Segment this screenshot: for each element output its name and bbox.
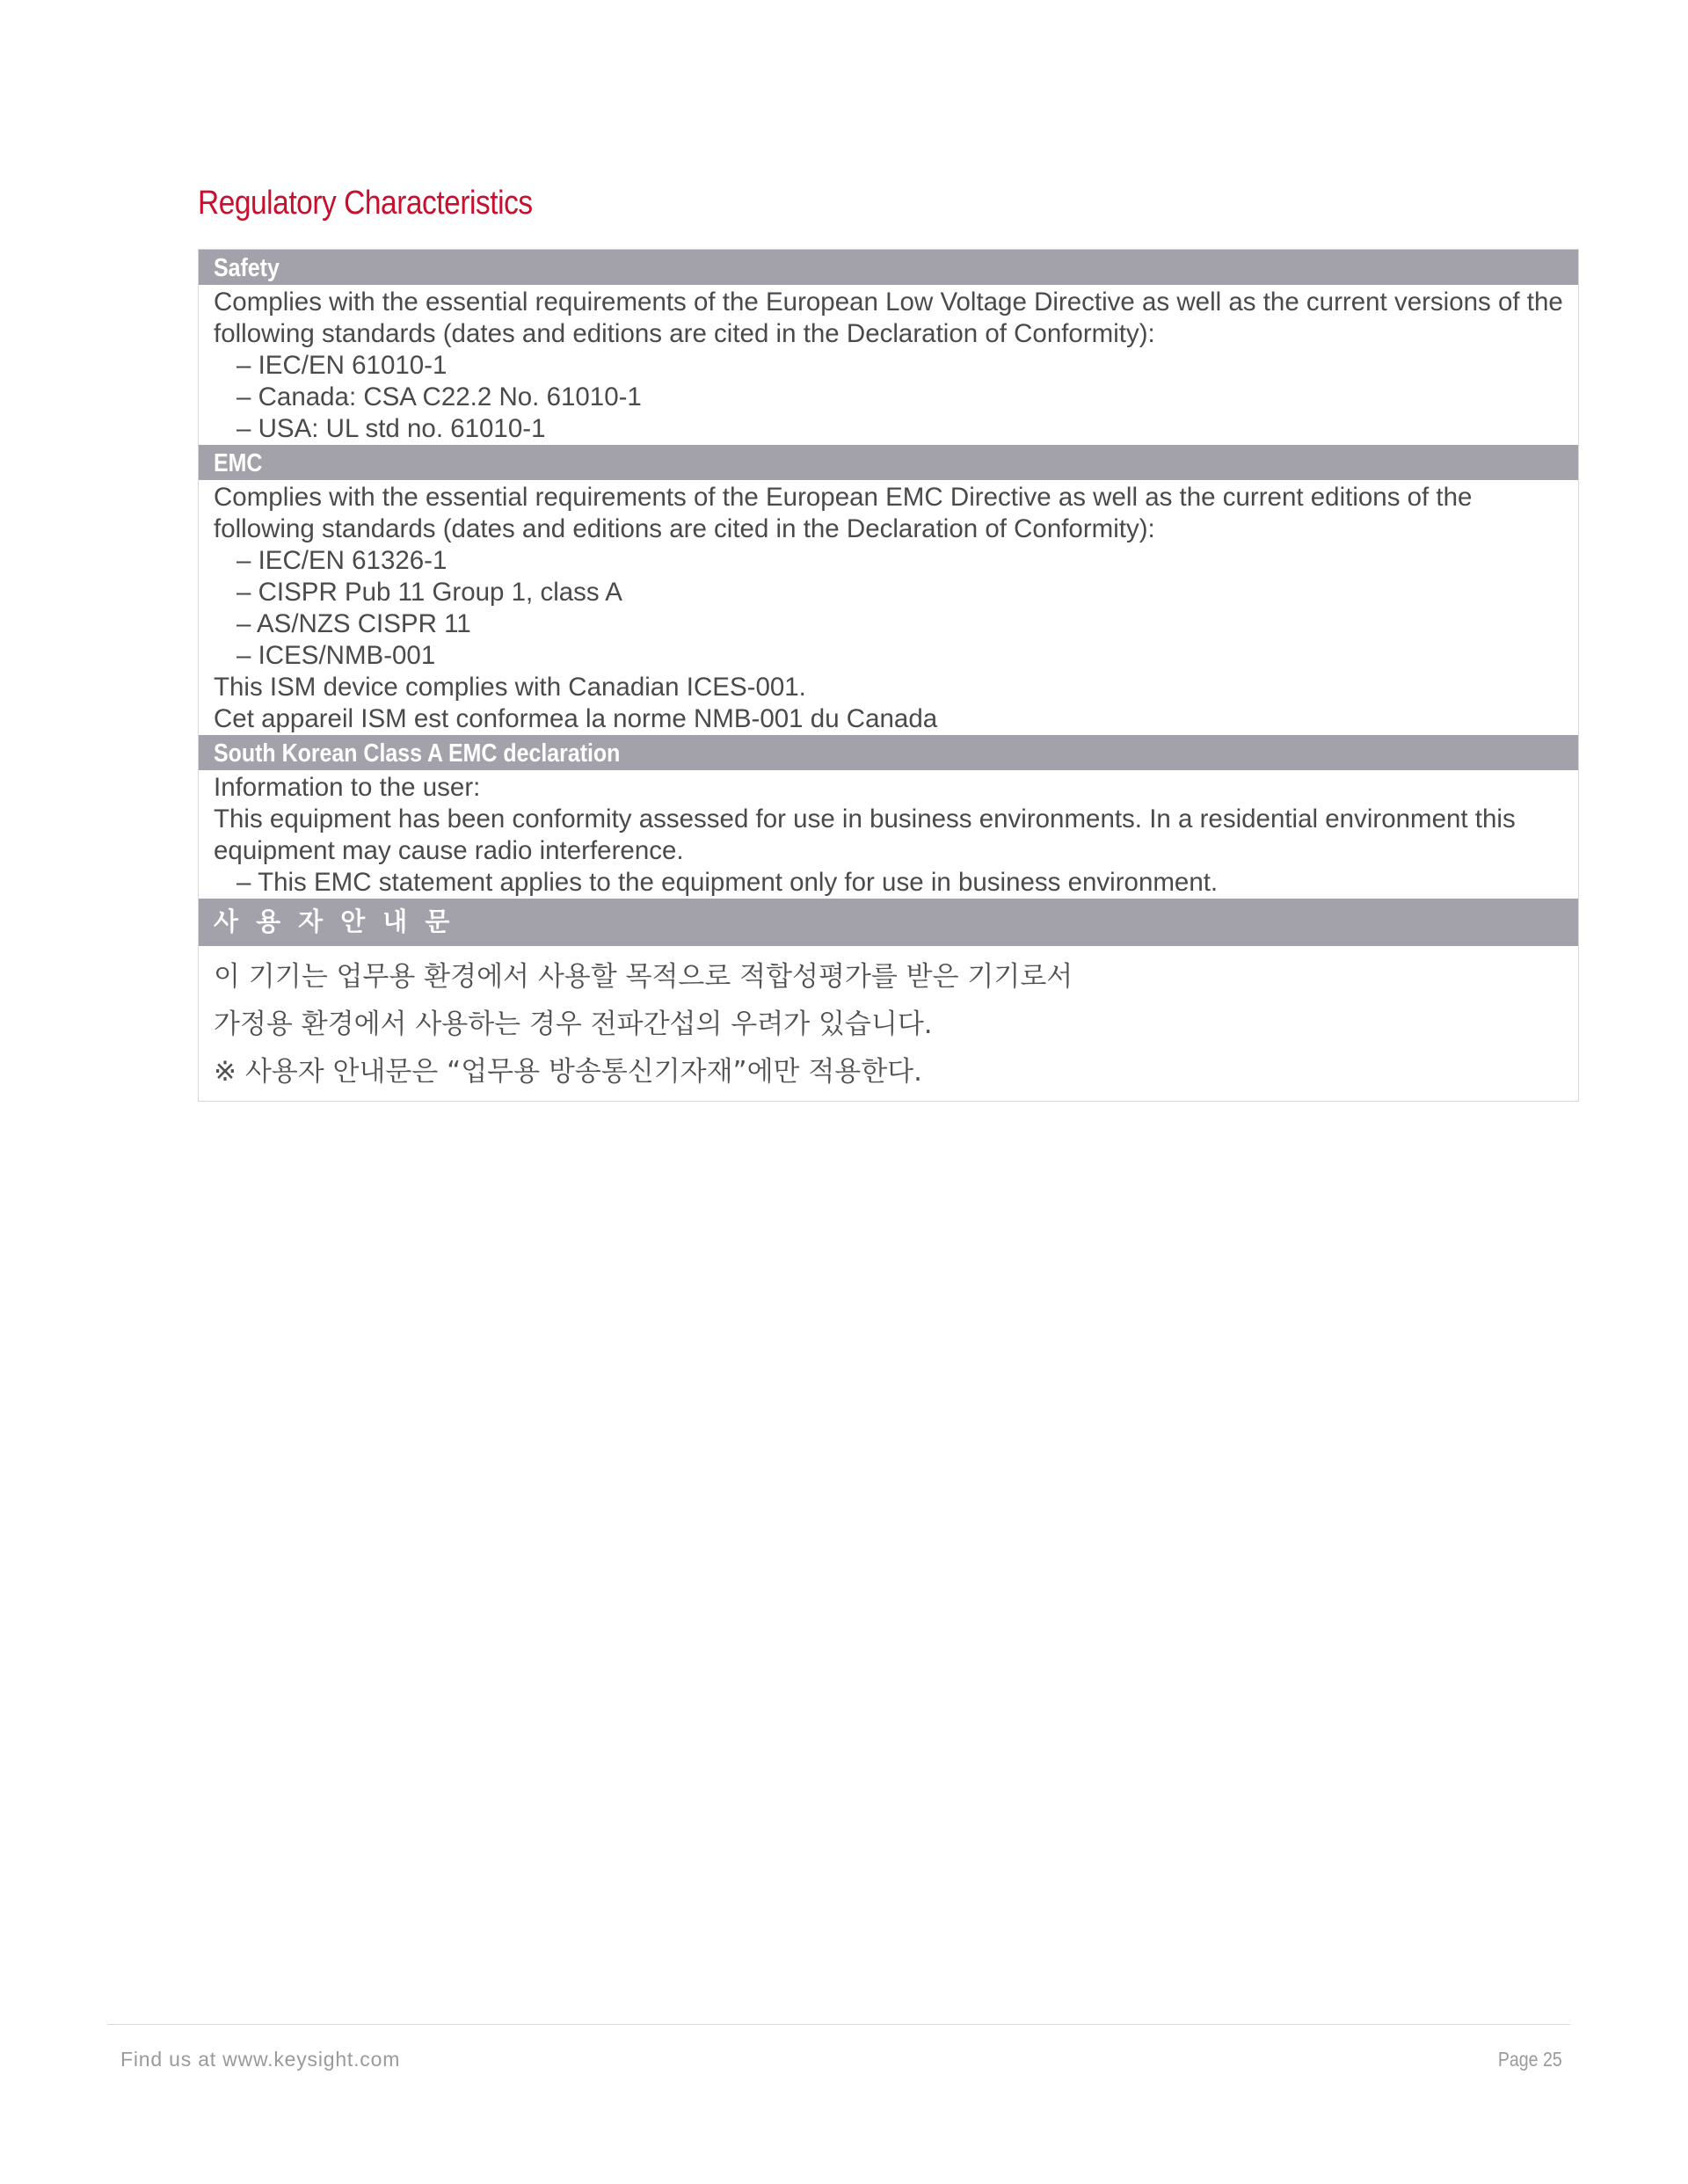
safety-intro: Complies with the essential requirements of the European Low Voltage Directive as well as the current versions of the following standards (dates and editions are cited in the Declaration of Conformity):: [214, 288, 1563, 348]
korea-info-line: This equipment has been conformity assessed for use in business environments. In a residential environment this equipment may cause radio interference.: [214, 804, 1516, 865]
page-title: Regulatory Characteristics: [198, 185, 533, 222]
section-header-korea-emc: [199, 735, 1578, 770]
list-item: – CISPR Pub 11 Group 1, class A: [236, 578, 622, 607]
emc-intro: Complies with the essential requirements of the European EMC Directive as well as the current editions of the following standards (dates and editions are cited in the Declaration of Conformity):: [214, 483, 1473, 543]
section-header-label: South Korean Class A EMC declaration: [214, 739, 621, 768]
section-header-user-notice: [199, 899, 1578, 946]
footer-website: Find us at www.keysight.com: [120, 2048, 401, 2071]
korean-notice-line: 이 기기는 업무용 환경에서 사용할 목적으로 적합성평가를 받은 기기로서: [214, 961, 1073, 993]
footer-page-number: Page 25: [1498, 2048, 1562, 2071]
list-item: – IEC/EN 61010-1: [236, 351, 447, 380]
list-item: – This EMC statement applies to the equipment only for use in business environment.: [236, 868, 1219, 897]
list-item: – USA: UL std no. 61010-1: [236, 414, 546, 443]
section-header-label: 사 용 자 안 내 문: [214, 908, 455, 936]
list-item: – ICES/NMB-001: [236, 641, 436, 670]
regulatory-table: [198, 249, 1579, 1102]
section-header-emc: [199, 445, 1578, 480]
korea-info-line: Information to the user:: [214, 773, 481, 802]
section-header-safety: [199, 250, 1578, 285]
emc-note: This ISM device complies with Canadian ICES-001.: [214, 673, 806, 702]
footer-divider: [107, 2024, 1570, 2025]
section-body-user-notice: [199, 946, 1578, 1101]
korean-notice-line: 가정용 환경에서 사용하는 경우 전파간섭의 우려가 있습니다.: [214, 1008, 933, 1040]
section-header-label: Safety: [214, 254, 280, 282]
list-item: – AS/NZS CISPR 11: [236, 609, 471, 638]
section-header-label: EMC: [214, 449, 263, 477]
list-item: – Canada: CSA C22.2 No. 61010-1: [236, 382, 642, 411]
section-body-emc: [199, 480, 1578, 735]
section-body-safety: [199, 285, 1578, 445]
emc-note: Cet appareil ISM est conformea la norme NMB-001 du Canada: [214, 704, 938, 733]
list-item: – IEC/EN 61326-1: [236, 546, 447, 575]
korean-notice-line: ※ 사용자 안내문은 “업무용 방송통신기자재”에만 적용한다.: [214, 1056, 922, 1088]
section-body-korea-emc: [199, 770, 1578, 899]
